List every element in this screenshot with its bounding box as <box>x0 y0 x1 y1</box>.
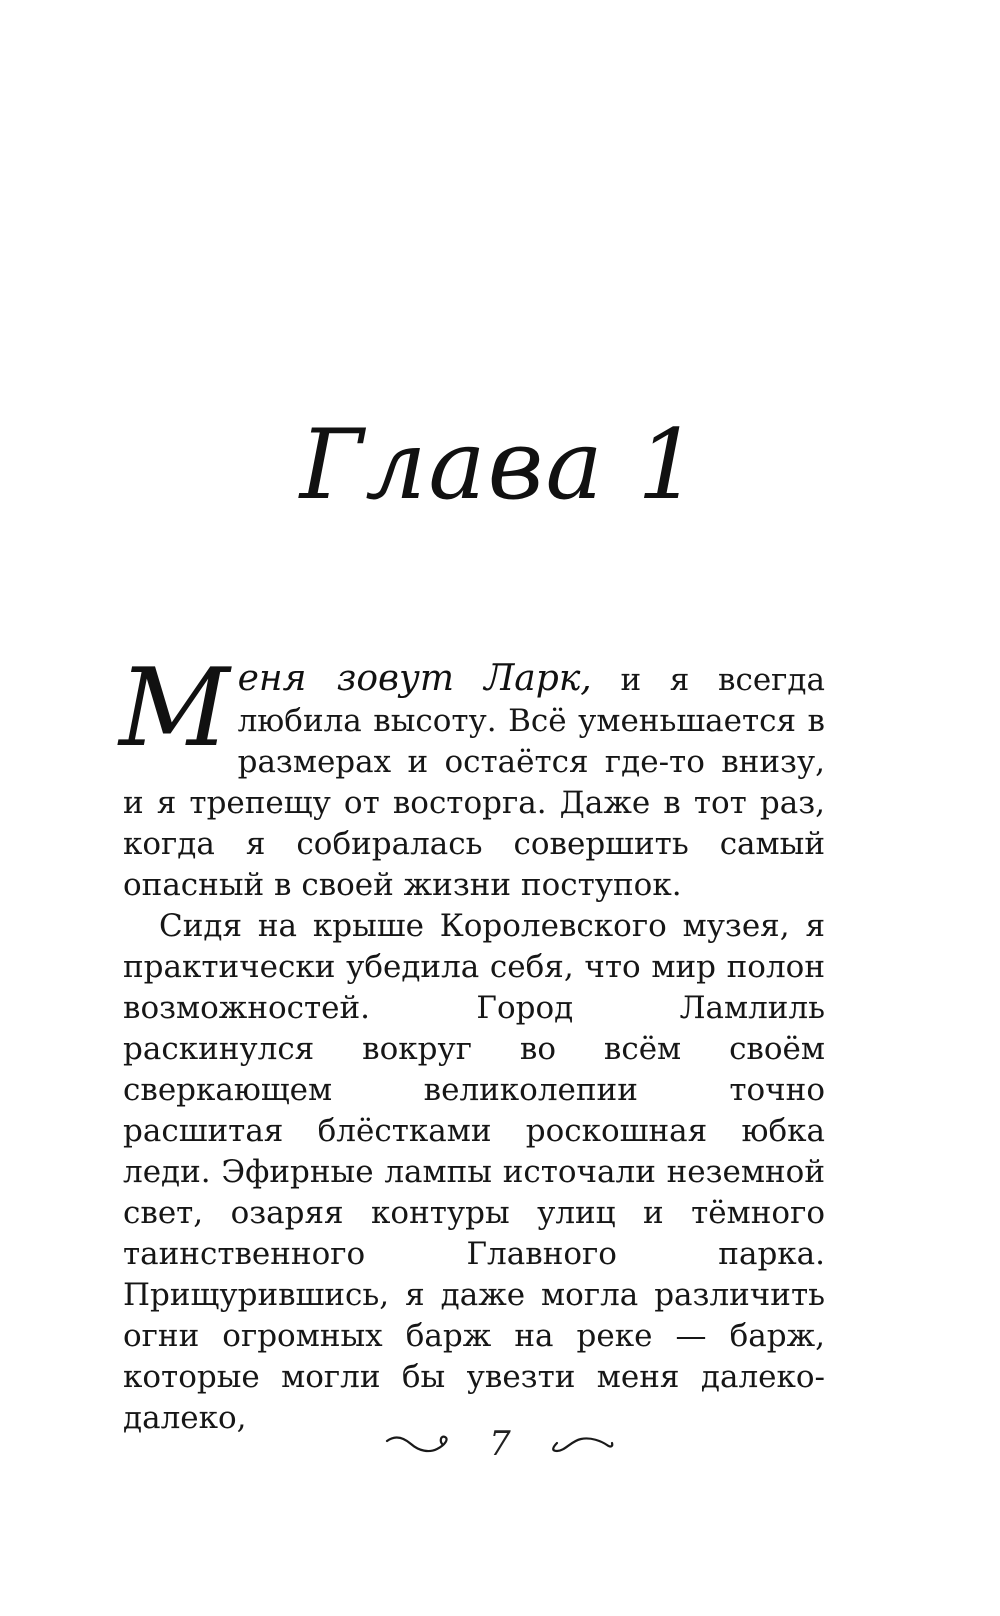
paragraph-2: Сидя на крыше Королевского музея, я практически убедила себя, что мир полон возможностей. Город Ламлиль раскинулся вокруг во всём своём сверкающем великолепии точно расшитая блёстками роскошная юбка леди. Эфирные лампы источали неземной свет, озаряя контуры улиц и тёмного таинственного Главного парка. Прищурившись, я даже могла различить огни огромных барж на реке — барж, которые могли бы увезти меня далеко-далеко, <box>123 908 825 1436</box>
chapter-title: Глава 1 <box>299 409 701 521</box>
swash-ornament-icon <box>545 1433 615 1455</box>
lead-in: еня зовут Ларк, <box>237 658 592 699</box>
paragraph-1-text: и я всегда любила высоту. Всё уменьшается в размерах и остаётся где-то внизу, и я трепещу от восторга. Даже в тот раз, когда я собиралась совершить самый опасный в своей жизни поступок. <box>123 662 825 903</box>
paragraph-1 <box>119 646 825 906</box>
page-number: 7 <box>489 1424 511 1464</box>
swash-ornament-icon <box>385 1433 455 1455</box>
page-footer <box>0 1424 1000 1464</box>
drop-cap: М <box>119 646 230 771</box>
body-text <box>119 646 825 1439</box>
